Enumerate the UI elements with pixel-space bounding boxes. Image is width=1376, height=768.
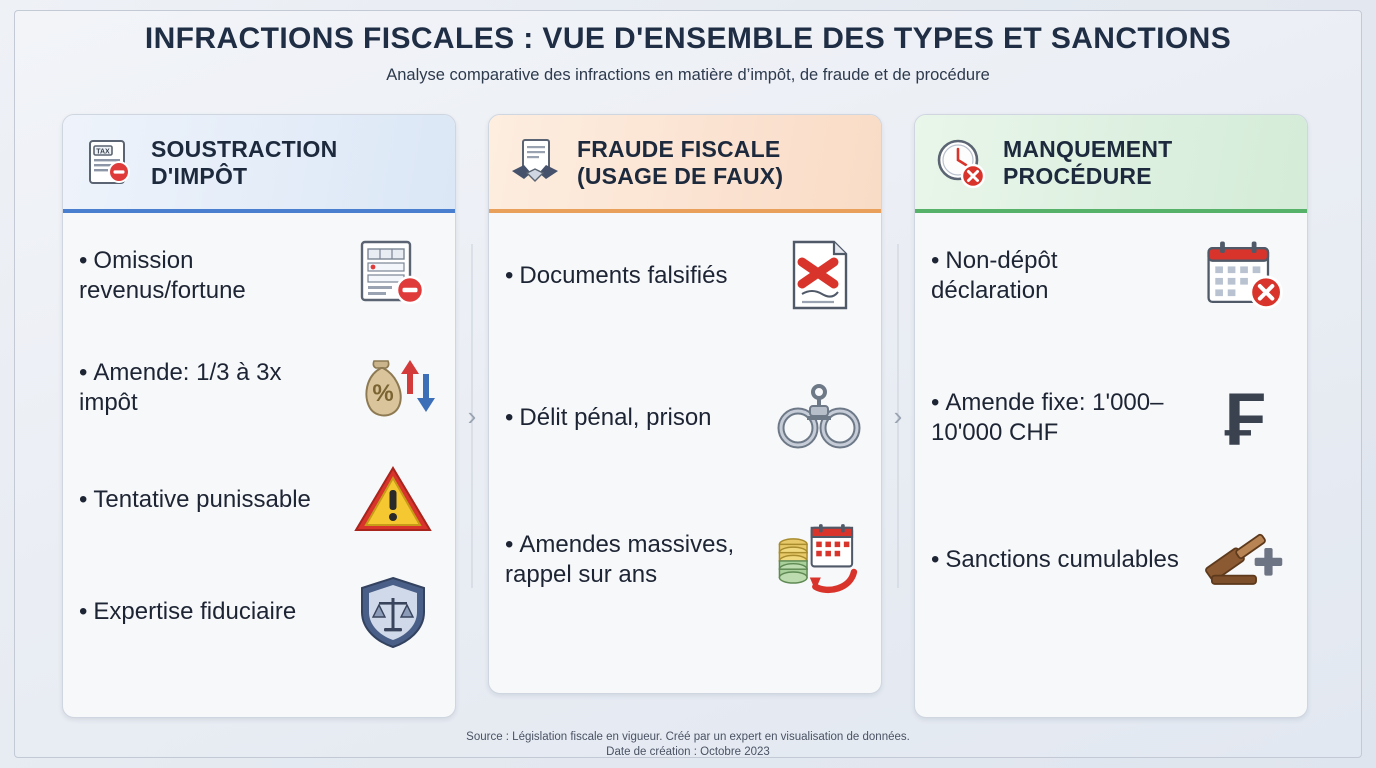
bullet-label: Délit pénal, prison — [519, 404, 712, 431]
card-title-soustraction-impot: SOUSTRACTION D'IMPÔT — [151, 135, 338, 189]
bullet-label: Documents falsifiés — [519, 262, 728, 289]
bullet-text: • Documents falsifiés — [505, 262, 728, 289]
card-manquement-procedure — [914, 114, 1308, 718]
bullet-label: Tentative punissable — [93, 486, 311, 513]
page-subtitle: Analyse comparative des infractions en matière d’impôt, de fraude et de procédure — [386, 66, 990, 84]
list-item — [505, 517, 865, 603]
clock-red-cross-icon — [933, 135, 989, 191]
arrow-connector-1 — [456, 114, 488, 718]
document-red-cross-icon — [773, 233, 865, 319]
tax-form-minus-icon — [347, 233, 439, 319]
bullet-text: • Expertise fiduciaire — [79, 598, 297, 625]
footer-date: Date de création : Octobre 2023 — [606, 746, 770, 758]
bullet-label: Amende: 1/3 à 3x impôt — [79, 359, 282, 416]
arrow-connector-2 — [882, 114, 914, 718]
list-item — [79, 345, 439, 431]
bullet-label: Omission revenus/fortune — [79, 247, 246, 304]
gavel-plus-icon — [1199, 517, 1291, 603]
warning-triangle-icon — [347, 457, 439, 543]
card-header-manquement-procedure — [915, 115, 1307, 213]
bullet-label: Amendes massives, rappel sur ans — [505, 531, 735, 588]
bullet-label: Non-dépôt déclaration — [931, 247, 1058, 304]
bullet-text: • Tentative punissable — [79, 486, 311, 513]
calendar-red-cross-icon — [1199, 233, 1291, 319]
list-item — [931, 375, 1291, 461]
card-header-soustraction-impot — [63, 115, 455, 213]
svg-text:₣: ₣ — [1224, 378, 1266, 461]
card-soustraction-impot — [62, 114, 456, 718]
card-body-soustraction-impot — [63, 213, 455, 691]
card-title-manquement-procedure: MANQUEMENT PROCÉDURE — [1003, 135, 1173, 189]
list-item — [79, 569, 439, 655]
footer — [0, 731, 1376, 758]
columns-container — [62, 114, 1314, 718]
swiss-franc-icon — [1199, 375, 1291, 461]
card-header-fraude-fiscale — [489, 115, 881, 213]
svg-text:%: % — [372, 380, 394, 407]
chevron-right-icon: › — [467, 401, 477, 431]
bullet-label: Amende fixe: 1'000–10'000 CHF — [931, 389, 1164, 446]
bullet-text: • Amendes massives, rappel sur ans — [505, 531, 735, 588]
handcuffs-icon — [773, 375, 865, 461]
list-item — [79, 457, 439, 543]
card-fraude-fiscale — [488, 114, 882, 694]
page-title: INFRACTIONS FISCALES : VUE D'ENSEMBLE DES TYPES ET SANCTIONS — [144, 22, 1232, 55]
coins-calendar-arrow-icon — [773, 517, 865, 603]
footer-source: Source : Législation fiscale en vigueur. Créé par un expert en visualisation de données. — [466, 731, 910, 743]
handshake-document-icon — [507, 135, 563, 191]
list-item — [79, 233, 439, 319]
list-item — [931, 233, 1291, 319]
tax-document-minus-icon — [81, 135, 137, 191]
card-title-fraude-fiscale: FRAUDE FISCALE (USAGE DE FAUX) — [577, 135, 784, 189]
bullet-text: • Amende fixe: 1'000–10'000 CHF — [931, 389, 1164, 446]
header — [0, 22, 1376, 85]
chevron-right-icon: › — [893, 401, 903, 431]
bullet-text: • Non-dépôt déclaration — [931, 247, 1058, 304]
money-bag-arrows-icon — [347, 345, 439, 431]
card-body-fraude-fiscale — [489, 213, 881, 639]
svg-text:TAX: TAX — [96, 148, 110, 156]
list-item — [505, 375, 865, 461]
bullet-text: • Sanctions cumulables — [931, 546, 1179, 573]
bullet-text: • Délit pénal, prison — [505, 404, 712, 431]
list-item — [931, 517, 1291, 603]
bullet-label: Sanctions cumulables — [945, 546, 1179, 573]
bullet-text: • Omission revenus/fortune — [79, 247, 246, 304]
shield-scales-icon — [347, 569, 439, 655]
list-item — [505, 233, 865, 319]
bullet-label: Expertise fiduciaire — [93, 598, 297, 625]
bullet-text: • Amende: 1/3 à 3x impôt — [79, 359, 282, 416]
card-body-manquement-procedure — [915, 213, 1307, 639]
